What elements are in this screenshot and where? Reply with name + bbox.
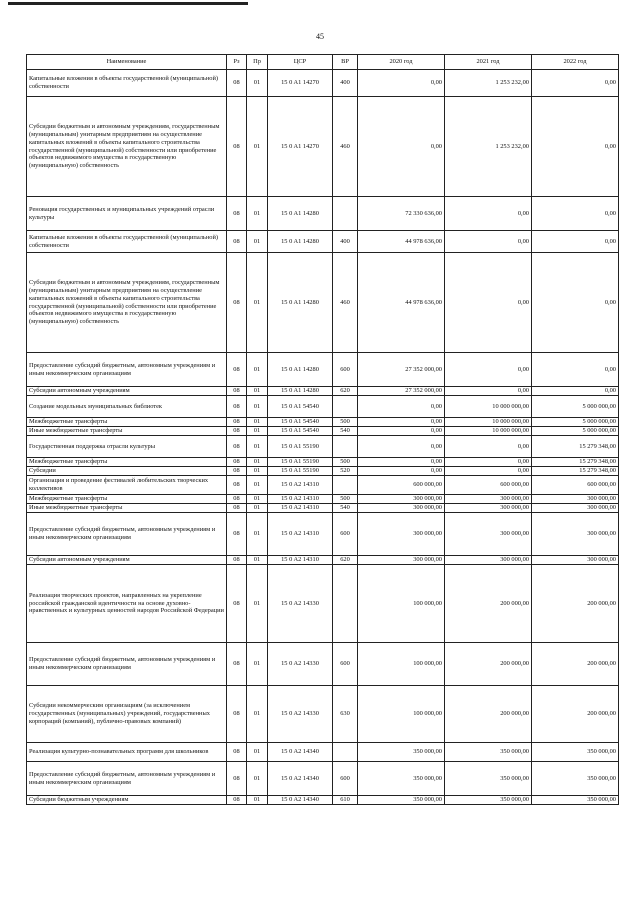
cell-name: Субсидии бюджетным и автономным учреждениям, государственным (муниципальным) унитарным предприятиям на осуществление капитальных вложений в объекты капитального строительства государственной (муниципальной) собственности или приобретение объектов недвижимого имущества в государственную (муниципальную) собственность <box>27 97 227 197</box>
cell-2021: 300 000,00 <box>445 504 532 513</box>
cell-2022: 350 000,00 <box>532 796 619 805</box>
cell-2021: 350 000,00 <box>445 796 532 805</box>
cell-name: Государственная поддержка отрасли культуры <box>27 436 227 458</box>
cell-2022: 5 000 000,00 <box>532 427 619 436</box>
cell-rz: 08 <box>227 97 247 197</box>
table-row <box>27 387 619 396</box>
cell-csr: 15 0 A1 14280 <box>268 387 333 396</box>
cell-name: Капитальные вложения в объекты государственной (муниципальной) собственности <box>27 231 227 253</box>
table-row <box>27 231 619 253</box>
cell-name: Субсидии бюджетным и автономным учреждениям, государственным (муниципальным) унитарным предприятиям на осуществление капитальных вложений в объекты капитального строительства государственной (муниципальной) собственности или приобретение объектов недвижимого имущества в государственную (муниципальную) собственность <box>27 253 227 353</box>
cell-vr <box>333 197 358 231</box>
cell-2022: 0,00 <box>532 231 619 253</box>
cell-2020: 300 000,00 <box>358 513 445 556</box>
header-name: Наименование <box>27 55 227 70</box>
cell-name: Предоставление субсидий бюджетным, автономным учреждениям и иным некоммерческим организациям <box>27 643 227 686</box>
cell-pr: 01 <box>247 231 268 253</box>
header-pr: Пр <box>247 55 268 70</box>
cell-2022: 5 000 000,00 <box>532 396 619 418</box>
page-number: 45 <box>316 32 324 41</box>
cell-vr: 620 <box>333 556 358 565</box>
cell-pr: 01 <box>247 197 268 231</box>
cell-2020: 100 000,00 <box>358 565 445 643</box>
cell-pr: 01 <box>247 513 268 556</box>
cell-2021: 0,00 <box>445 231 532 253</box>
cell-name: Межбюджетные трансферты <box>27 458 227 467</box>
cell-2022: 0,00 <box>532 387 619 396</box>
table-row <box>27 353 619 387</box>
cell-name: Капитальные вложения в объекты государственной (муниципальной) собственности <box>27 70 227 97</box>
cell-name: Субсидии некоммерческим организациям (за исключением государственных (муниципальных) учреждений, государственных корпораций (компаний), публично-правовых компаний) <box>27 686 227 743</box>
table-row <box>27 436 619 458</box>
cell-rz: 08 <box>227 513 247 556</box>
cell-rz: 08 <box>227 387 247 396</box>
cell-pr: 01 <box>247 467 268 476</box>
cell-2020: 350 000,00 <box>358 762 445 796</box>
table-row <box>27 467 619 476</box>
cell-name: Субсидии бюджетным учреждениям <box>27 796 227 805</box>
scan-corner-mark <box>8 2 248 5</box>
cell-2020: 27 352 000,00 <box>358 387 445 396</box>
cell-rz: 08 <box>227 495 247 504</box>
cell-pr: 01 <box>247 427 268 436</box>
table-row <box>27 253 619 353</box>
header-rz: Рз <box>227 55 247 70</box>
cell-2022: 350 000,00 <box>532 743 619 762</box>
cell-2021: 350 000,00 <box>445 743 532 762</box>
cell-pr: 01 <box>247 353 268 387</box>
table-row <box>27 513 619 556</box>
table-row <box>27 556 619 565</box>
cell-2020: 300 000,00 <box>358 556 445 565</box>
cell-2021: 0,00 <box>445 387 532 396</box>
cell-vr: 520 <box>333 467 358 476</box>
cell-vr: 600 <box>333 762 358 796</box>
cell-2021: 350 000,00 <box>445 762 532 796</box>
cell-vr: 400 <box>333 231 358 253</box>
cell-csr: 15 0 A1 55190 <box>268 467 333 476</box>
cell-2020: 0,00 <box>358 418 445 427</box>
cell-rz: 08 <box>227 565 247 643</box>
cell-2020: 100 000,00 <box>358 643 445 686</box>
cell-2022: 15 279 348,00 <box>532 436 619 458</box>
cell-rz: 08 <box>227 197 247 231</box>
cell-pr: 01 <box>247 495 268 504</box>
cell-name: Межбюджетные трансферты <box>27 418 227 427</box>
cell-vr <box>333 436 358 458</box>
cell-2022: 300 000,00 <box>532 504 619 513</box>
cell-pr: 01 <box>247 504 268 513</box>
cell-pr: 01 <box>247 97 268 197</box>
table-row <box>27 643 619 686</box>
table-row <box>27 796 619 805</box>
cell-rz: 08 <box>227 796 247 805</box>
cell-2020: 300 000,00 <box>358 495 445 504</box>
cell-rz: 08 <box>227 762 247 796</box>
cell-csr: 15 0 A2 14310 <box>268 504 333 513</box>
cell-vr <box>333 396 358 418</box>
cell-name: Реновация государственных и муниципальных учреждений отрасли культуры <box>27 197 227 231</box>
table-row <box>27 565 619 643</box>
cell-2022: 0,00 <box>532 353 619 387</box>
cell-vr <box>333 565 358 643</box>
cell-2022: 0,00 <box>532 197 619 231</box>
cell-csr: 15 0 A1 14270 <box>268 70 333 97</box>
cell-rz: 08 <box>227 436 247 458</box>
header-2020: 2020 год <box>358 55 445 70</box>
cell-2021: 10 000 000,00 <box>445 427 532 436</box>
table-row <box>27 762 619 796</box>
cell-rz: 08 <box>227 396 247 418</box>
cell-vr: 500 <box>333 495 358 504</box>
cell-csr: 15 0 A1 54540 <box>268 427 333 436</box>
cell-vr: 540 <box>333 427 358 436</box>
cell-pr: 01 <box>247 686 268 743</box>
cell-2020: 300 000,00 <box>358 504 445 513</box>
cell-pr: 01 <box>247 743 268 762</box>
header-vr: ВР <box>333 55 358 70</box>
cell-2021: 200 000,00 <box>445 643 532 686</box>
table-row <box>27 458 619 467</box>
cell-csr: 15 0 A1 55190 <box>268 436 333 458</box>
cell-2022: 600 000,00 <box>532 476 619 495</box>
table-row <box>27 427 619 436</box>
cell-rz: 08 <box>227 353 247 387</box>
header-2021: 2021 год <box>445 55 532 70</box>
table-row <box>27 97 619 197</box>
cell-name: Создание модельных муниципальных библиотек <box>27 396 227 418</box>
cell-rz: 08 <box>227 70 247 97</box>
cell-name: Иные межбюджетные трансферты <box>27 504 227 513</box>
cell-csr: 15 0 A2 14310 <box>268 556 333 565</box>
cell-vr: 500 <box>333 418 358 427</box>
cell-name: Субсидии <box>27 467 227 476</box>
cell-2022: 0,00 <box>532 97 619 197</box>
cell-vr: 400 <box>333 70 358 97</box>
table-header-row <box>27 55 619 70</box>
cell-vr: 600 <box>333 353 358 387</box>
cell-2021: 600 000,00 <box>445 476 532 495</box>
cell-2021: 0,00 <box>445 467 532 476</box>
cell-pr: 01 <box>247 396 268 418</box>
cell-2020: 72 330 636,00 <box>358 197 445 231</box>
cell-csr: 15 0 A1 14280 <box>268 197 333 231</box>
cell-2022: 200 000,00 <box>532 565 619 643</box>
cell-csr: 15 0 A2 14310 <box>268 513 333 556</box>
cell-csr: 15 0 A1 55190 <box>268 458 333 467</box>
cell-pr: 01 <box>247 436 268 458</box>
cell-csr: 15 0 A2 14330 <box>268 565 333 643</box>
cell-name: Предоставление субсидий бюджетным, автономным учреждениям и иным некоммерческим организациям <box>27 762 227 796</box>
cell-2021: 1 253 232,00 <box>445 97 532 197</box>
cell-vr: 500 <box>333 458 358 467</box>
cell-vr: 620 <box>333 387 358 396</box>
table-row <box>27 418 619 427</box>
cell-rz: 08 <box>227 504 247 513</box>
cell-2021: 300 000,00 <box>445 513 532 556</box>
cell-vr: 460 <box>333 253 358 353</box>
cell-2022: 5 000 000,00 <box>532 418 619 427</box>
cell-rz: 08 <box>227 476 247 495</box>
cell-csr: 15 0 A1 14270 <box>268 97 333 197</box>
cell-2021: 0,00 <box>445 253 532 353</box>
cell-2020: 0,00 <box>358 467 445 476</box>
cell-pr: 01 <box>247 418 268 427</box>
table-row <box>27 743 619 762</box>
table-row <box>27 476 619 495</box>
cell-rz: 08 <box>227 418 247 427</box>
cell-rz: 08 <box>227 253 247 353</box>
cell-name: Реализация творческих проектов, направленных на укрепление российской гражданской идентичности на основе духовно-нравственных и культурных ценностей народов Российской Федерации <box>27 565 227 643</box>
table-row <box>27 495 619 504</box>
cell-2021: 0,00 <box>445 353 532 387</box>
cell-2020: 0,00 <box>358 436 445 458</box>
cell-2021: 0,00 <box>445 458 532 467</box>
cell-name: Предоставление субсидий бюджетным, автономным учреждениям и иным некоммерческим организациям <box>27 353 227 387</box>
cell-2022: 200 000,00 <box>532 643 619 686</box>
cell-2020: 27 352 000,00 <box>358 353 445 387</box>
cell-vr: 600 <box>333 513 358 556</box>
cell-vr: 630 <box>333 686 358 743</box>
cell-name: Предоставление субсидий бюджетным, автономным учреждениям и иным некоммерческим организациям <box>27 513 227 556</box>
cell-2022: 300 000,00 <box>532 513 619 556</box>
cell-2020: 0,00 <box>358 396 445 418</box>
cell-csr: 15 0 A2 14310 <box>268 495 333 504</box>
cell-csr: 15 0 A2 14340 <box>268 762 333 796</box>
cell-2020: 0,00 <box>358 70 445 97</box>
cell-rz: 08 <box>227 556 247 565</box>
cell-rz: 08 <box>227 231 247 253</box>
cell-2021: 200 000,00 <box>445 565 532 643</box>
cell-rz: 08 <box>227 686 247 743</box>
cell-name: Организация и проведение фестивалей любительских творческих коллективов <box>27 476 227 495</box>
cell-2020: 350 000,00 <box>358 743 445 762</box>
cell-2021: 0,00 <box>445 436 532 458</box>
cell-2022: 300 000,00 <box>532 556 619 565</box>
cell-pr: 01 <box>247 253 268 353</box>
cell-pr: 01 <box>247 458 268 467</box>
cell-csr: 15 0 A1 14280 <box>268 353 333 387</box>
cell-vr: 460 <box>333 97 358 197</box>
cell-pr: 01 <box>247 387 268 396</box>
cell-2020: 600 000,00 <box>358 476 445 495</box>
cell-vr: 610 <box>333 796 358 805</box>
cell-2022: 0,00 <box>532 253 619 353</box>
table-row <box>27 686 619 743</box>
cell-2021: 200 000,00 <box>445 686 532 743</box>
cell-csr: 15 0 A1 54540 <box>268 396 333 418</box>
cell-name: Субсидии автономным учреждениям <box>27 387 227 396</box>
cell-name: Реализация культурно-познавательных программ для школьников <box>27 743 227 762</box>
cell-csr: 15 0 A2 14310 <box>268 476 333 495</box>
cell-2020: 350 000,00 <box>358 796 445 805</box>
table-row <box>27 197 619 231</box>
cell-2021: 1 253 232,00 <box>445 70 532 97</box>
cell-pr: 01 <box>247 70 268 97</box>
budget-table <box>26 54 619 805</box>
cell-vr <box>333 476 358 495</box>
table-body <box>27 70 619 805</box>
cell-name: Межбюджетные трансферты <box>27 495 227 504</box>
cell-2022: 15 279 348,00 <box>532 458 619 467</box>
cell-rz: 08 <box>227 643 247 686</box>
cell-2020: 100 000,00 <box>358 686 445 743</box>
cell-2021: 10 000 000,00 <box>445 418 532 427</box>
cell-2022: 15 279 348,00 <box>532 467 619 476</box>
cell-csr: 15 0 A1 14280 <box>268 231 333 253</box>
table-row <box>27 504 619 513</box>
cell-2021: 300 000,00 <box>445 556 532 565</box>
cell-2021: 300 000,00 <box>445 495 532 504</box>
cell-pr: 01 <box>247 476 268 495</box>
cell-2020: 44 978 636,00 <box>358 253 445 353</box>
cell-name: Субсидии автономным учреждениям <box>27 556 227 565</box>
cell-csr: 15 0 A2 14330 <box>268 643 333 686</box>
header-2022: 2022 год <box>532 55 619 70</box>
cell-csr: 15 0 A2 14330 <box>268 686 333 743</box>
cell-vr <box>333 743 358 762</box>
cell-2020: 0,00 <box>358 427 445 436</box>
cell-2022: 350 000,00 <box>532 762 619 796</box>
cell-pr: 01 <box>247 762 268 796</box>
cell-2022: 300 000,00 <box>532 495 619 504</box>
cell-name: Иные межбюджетные трансферты <box>27 427 227 436</box>
cell-rz: 08 <box>227 427 247 436</box>
header-csr: ЦСР <box>268 55 333 70</box>
cell-vr: 540 <box>333 504 358 513</box>
cell-pr: 01 <box>247 643 268 686</box>
table-row <box>27 396 619 418</box>
cell-csr: 15 0 A2 14340 <box>268 743 333 762</box>
cell-pr: 01 <box>247 556 268 565</box>
cell-csr: 15 0 A1 54540 <box>268 418 333 427</box>
cell-2022: 0,00 <box>532 70 619 97</box>
cell-rz: 08 <box>227 743 247 762</box>
cell-rz: 08 <box>227 458 247 467</box>
cell-2021: 0,00 <box>445 197 532 231</box>
table-row <box>27 70 619 97</box>
cell-csr: 15 0 A2 14340 <box>268 796 333 805</box>
cell-2020: 0,00 <box>358 458 445 467</box>
cell-csr: 15 0 A1 14280 <box>268 253 333 353</box>
cell-2020: 0,00 <box>358 97 445 197</box>
cell-pr: 01 <box>247 796 268 805</box>
cell-2022: 200 000,00 <box>532 686 619 743</box>
cell-2021: 10 000 000,00 <box>445 396 532 418</box>
cell-2020: 44 978 636,00 <box>358 231 445 253</box>
cell-pr: 01 <box>247 565 268 643</box>
cell-vr: 600 <box>333 643 358 686</box>
cell-rz: 08 <box>227 467 247 476</box>
